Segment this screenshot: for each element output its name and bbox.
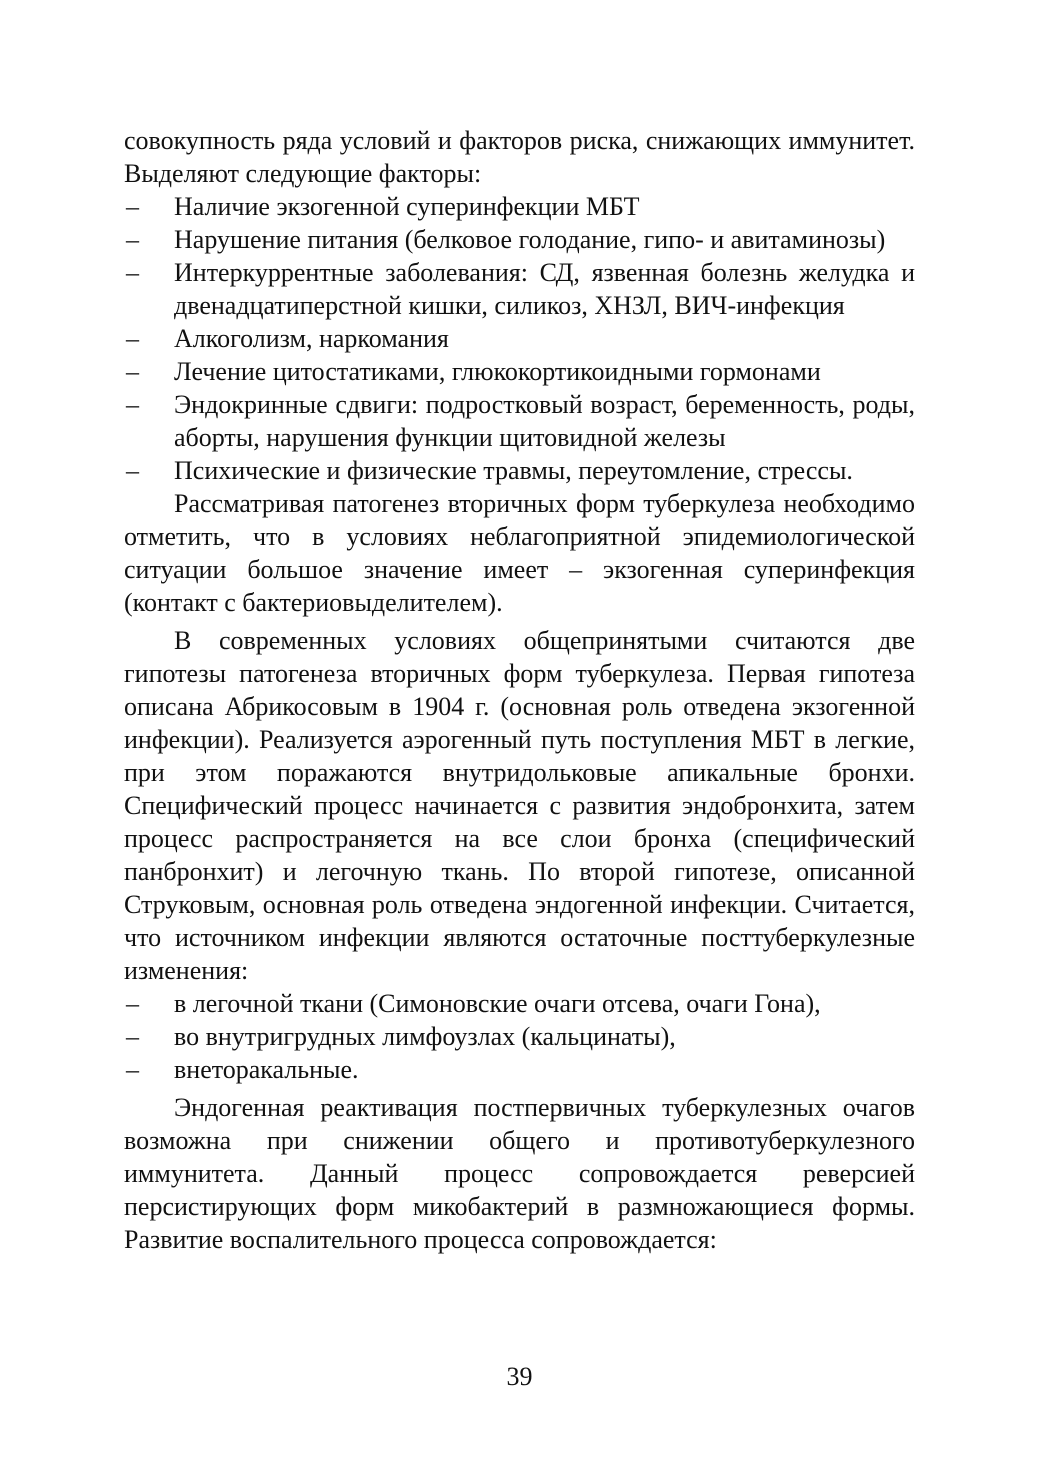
list-item-text: внеторакальные. [174, 1055, 359, 1084]
risk-factors-list [124, 190, 915, 487]
list-item [124, 1053, 915, 1086]
page-number: 39 [506, 1362, 533, 1391]
dash-marker: – [126, 192, 139, 221]
dash-marker: – [126, 324, 139, 353]
list-item [124, 1020, 915, 1053]
dash-marker: – [126, 1022, 139, 1051]
residual-changes-list [124, 987, 915, 1086]
paragraph-reactivation: Эндогенная реактивация постпервичных туберкулезных очагов возможна при снижении общего и противотуберкулезного иммунитета. Данный процесс сопровождается реверсией персистирующих форм микобактерий в размножающиеся формы. Развитие воспалительного процесса сопровождается: [124, 1093, 915, 1254]
list-item [124, 454, 915, 487]
dash-marker: – [126, 390, 139, 419]
paragraph-hypotheses: В современных условиях общепринятыми считаются две гипотезы патогенеза вторичных форм туберкулеза. Первая гипотеза описана Абрикосовым в 1904 г. (основная роль отведена экзогенной инфекции). Реализуется аэрогенный путь поступления МБТ в легкие, при этом поражаются внутридольковые апикальные бронхи. Специфический процесс начинается с развития эндобронхита, затем процесс распространяется на все слои бронха (специфический панбронхит) и легочную ткань. По второй гипотезе, описанной Струковым, основная роль отведена эндогенной инфекции. Считается, что источником инфекции являются остаточные посттуберкулезные изменения: [124, 626, 915, 985]
dash-marker: – [126, 1055, 139, 1084]
list-item-text: Алкоголизм, наркомания [174, 324, 449, 353]
intro-paragraph: совокупность ряда условий и факторов риска, снижающих иммунитет. Выделяют следующие факторы: [124, 126, 915, 188]
list-item-text: Интеркуррентные заболевания: СД, язвенная болезнь желудка и двенадцатиперстной кишки, силикоз, ХНЗЛ, ВИЧ-инфекция [174, 258, 915, 320]
list-item [124, 355, 915, 388]
list-item [124, 987, 915, 1020]
list-item-text: Наличие экзогенной суперинфекции МБТ [174, 192, 640, 221]
list-item [124, 223, 915, 256]
list-item-text: Нарушение питания (белковое голодание, гипо- и авитаминозы) [174, 225, 886, 254]
list-item [124, 322, 915, 355]
dash-marker: – [126, 989, 139, 1018]
page-body [124, 124, 915, 1256]
list-item-text: Психические и физические травмы, переутомление, стрессы. [174, 456, 853, 485]
dash-marker: – [126, 357, 139, 386]
list-item-text: Лечение цитостатиками, глюкокортикоидными гормонами [174, 357, 821, 386]
list-item [124, 388, 915, 454]
list-item [124, 190, 915, 223]
list-item-text: в легочной ткани (Симоновские очаги отсева, очаги Гона), [174, 989, 821, 1018]
list-item [124, 256, 915, 322]
paragraph-pathogenesis: Рассматривая патогенез вторичных форм туберкулеза необходимо отметить, что в условиях неблагоприятной эпидемиологической ситуации большое значение имеет – экзогенная суперинфекция (контакт с бактериовыделителем). [124, 489, 915, 617]
dash-marker: – [126, 225, 139, 254]
text-block [124, 124, 915, 1256]
list-item-text: Эндокринные сдвиги: подростковый возраст, беременность, роды, аборты, нарушения функции щитовидной железы [174, 390, 915, 452]
dash-marker: – [126, 258, 139, 287]
list-item-text: во внутригрудных лимфоузлах (кальцинаты), [174, 1022, 676, 1051]
dash-marker: – [126, 456, 139, 485]
